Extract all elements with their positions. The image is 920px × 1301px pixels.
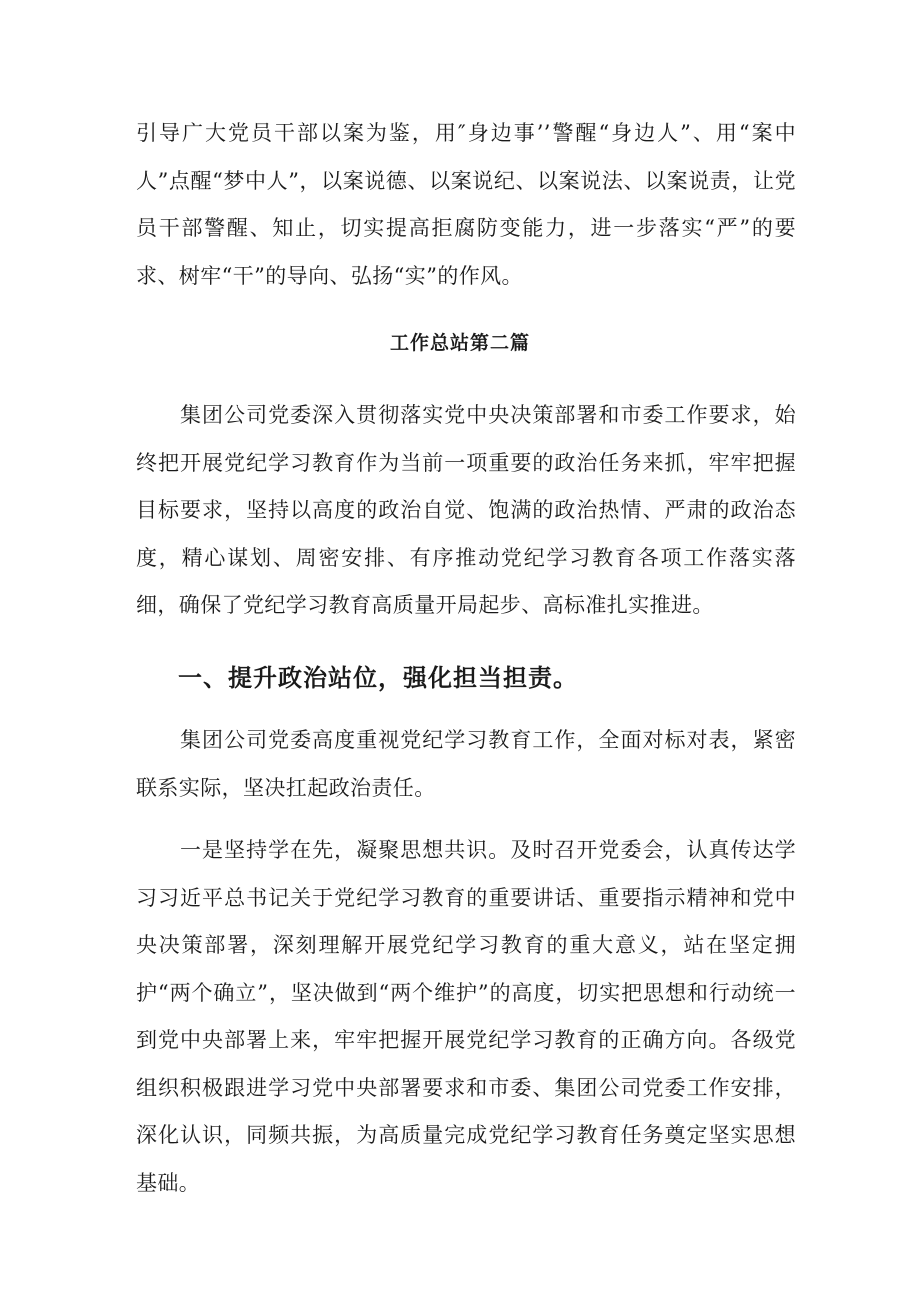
point-1-paragraph: 一是坚持学在先，凝聚思想共识。及时召开党委会，认真传达学习习近平总书记关于党纪学习教育的重要讲话、重要指示精神和党中央决策部署，深刻理解开展党纪学习教育的重大意义，站在坚定拥护“两个确立”，坚决做到“两个维护”的高度，切实把思想和行动统一到党中央部署上来，牢牢把握开展党纪学习教育的正确方向。各级党组织积极跟进学习党中央部署要求和市委、集团公司党委工作安排，深化认识，同频共振，为高质量完成党纪学习教育任务奠定坚实思想基础。 [136,838,796,1195]
heading-1-paragraph: 集团公司党委高度重视党纪学习教育工作，全面对标对表，紧密联系实际，坚决扛起政治责任。 [136,728,796,800]
section-title: 工作总站第二篇 [389,332,530,354]
intro-paragraph: 引导广大党员干部以案为鉴，用″身边事’’警醒“身边人”、用“案中人”点醒“梦中人”，以案说德、以案说纪、以案说法、以案说责，让党员干部警醒、知止，切实提高拒腐防变能力，进一步落实“严”的要求、树牢“干”的导向、弘扬“实”的作风。 [136,121,796,288]
opening-paragraph: 集团公司党委深入贯彻落实党中央决策部署和市委工作要求，始终把开展党纪学习教育作为当前一项重要的政治任务来抓，牢牢把握目标要求，坚持以高度的政治自觉、饱满的政治热情、严肃的政治态度，精心谋划、周密安排、有序推动党纪学习教育各项工作落实落细，确保了党纪学习教育高质量开局起步、高标准扎实推进。 [136,403,796,617]
heading-1: 一、提升政治站位，强化担当担责。 [178,664,578,692]
